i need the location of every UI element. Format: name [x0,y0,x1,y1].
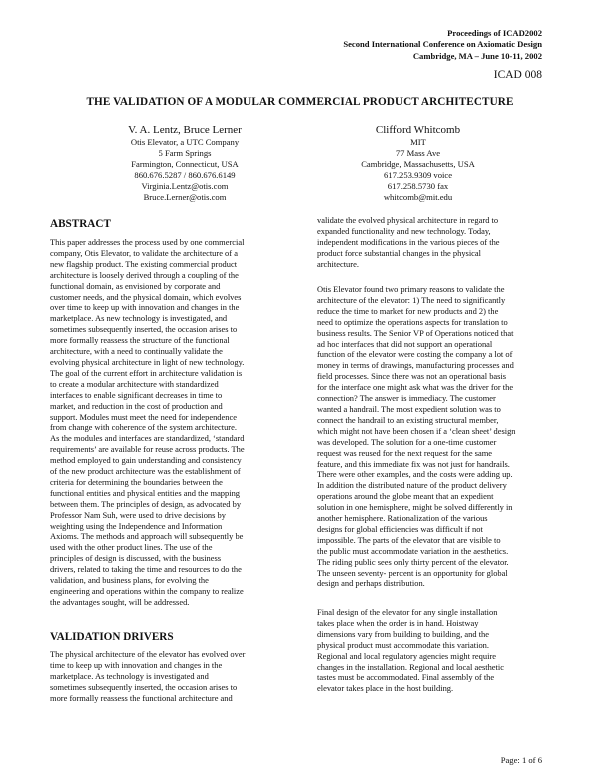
text-line: ad hoc interfaces that did not support an operational [317,338,493,349]
text-line: As the modules and interfaces are standardized, ‘standard [50,433,245,444]
author-affiliation-line: Cambridge, Massachusetts, USA [361,159,475,170]
text-line: function of the elevator were costing the company a lot of [317,349,513,360]
author-block-left [85,123,285,204]
text-line: designs for global efficiencies was difficult if not [317,523,483,534]
text-line: marketplace. As technology is investigated and [50,670,209,681]
text-line: architecture is loosely derived through a coupling of the [50,269,239,280]
text-line: business results. The Senior VP of Operations noticed that [317,327,514,338]
author-affiliation-line: 77 Mass Ave [395,148,441,159]
text-line: new flagship product. The existing commercial product [50,258,238,269]
text-line: operations around the globe meant that an expedient [317,491,494,502]
author-affiliation-line: Otis Elevator, a UTC Company [130,137,240,147]
text-line: the advantages sought, will be addressed. [50,596,190,607]
text-line: expanded functionality and new technology. Today, [317,225,491,236]
text-line: There were other examples, and the costs were adding up. [317,469,513,480]
text-line: reduce the time to market for new products and 2) the [317,305,499,316]
text-line: connection? The answer is immediacy. The customer [317,393,496,404]
text-line: independent modifications in the various pieces of the [317,236,500,247]
author-affiliation-line: whitcomb@mit.edu [383,192,453,203]
text-line: interfaces to enable significant decreases in time to [50,389,223,400]
proceedings-header [343,28,542,62]
text-line: impossible. The parts of the elevator that are visible to [317,534,501,545]
author-affiliation-line: Virginia.Lentz@otis.com [141,181,229,192]
text-line: field processes. Since there was not an operational basis [317,371,507,382]
text-line: changes in the installation. Regional and local aesthetic [317,661,504,672]
text-line: customer needs, and the physical domain, which evolves [50,291,242,302]
text-line: request was reused for the next request for the same [317,447,493,458]
text-line: from change with coherence of the system architecture. [50,422,237,433]
text-line: market, and reduction in the cost of production and [50,400,223,411]
text-line: support. Modules must meet the need for independence [50,411,237,422]
text-line: the public must accommodate variation in the aesthetics. [317,545,509,556]
header-line-1: Proceedings of ICAD2002 [447,28,542,38]
text-line: more formally reassess the functional architecture and [50,692,233,703]
author-affiliation-line: Bruce.Lerner@otis.com [143,192,227,203]
text-line: time to keep up with innovation and changes in the [50,659,223,670]
text-line: sometimes subsequently inserted, the occasion arises to [50,324,238,335]
abstract-body [50,237,295,608]
text-line: design and perhaps distribution. [317,578,425,589]
text-line: functional entities and physical entities and the mapping [50,487,241,498]
text-line: This paper addresses the process used by one commercial [50,237,245,247]
author-affiliation-line: MIT [410,137,426,147]
text-line: for the interface one might ask what was the driver for the [317,382,514,393]
text-line: takes place when the order is in hand. Hoistway [317,617,479,628]
text-line: engineering and operations within the company to realize [50,586,244,596]
author-affiliation-line: 617.253.9309 voice [383,170,453,181]
text-line: validate the evolved physical architecture in regard to [317,215,499,225]
text-line: principles of design is discussed, with the business [50,553,222,564]
text-line: solution in one hemisphere, might be solved differently in [317,502,513,513]
text-line: The riding public sees only thirty percent of the elevator. [317,556,509,567]
text-line: The goal of the current effort in architecture validation is [50,367,243,378]
text-line: was developed. The solution for a one-time customer [317,436,497,447]
text-line: need to optimize the operations aspects for translation to [317,316,508,327]
text-line: architecture. [317,258,359,269]
text-line: sometimes subsequently inserted, the occasion arises to [50,681,238,692]
header-line-2: Second International Conference on Axiomatic Design [343,39,542,50]
text-line: In addition the distributed nature of the product delivery [317,480,507,491]
text-line: connect the handrail to an existing structural member, [317,414,499,425]
text-line: physical product must accommodate this variation. [317,639,489,650]
text-line: feature, and this immediate fix was not just for handrails. [317,458,510,469]
text-line: architecture of the elevator: 1) The need to significantly [317,294,506,305]
right-paragraph-1 [317,215,562,270]
text-line: over time to keep up with innovation and changes in the [50,302,240,313]
text-line: wanted a handrail. The most expedient solution was to [317,403,501,414]
right-paragraph-3 [317,607,562,694]
validation-body [50,649,295,704]
text-line: drivers, related to taking the time and resources to do the [50,564,242,575]
author-block-right [318,123,518,204]
text-line: Professor Nam Suh, were used to drive decisions by [50,509,226,520]
text-line: another hemisphere. Rationalization of the various [317,513,488,524]
text-line: to create a modular architecture with standardized [50,378,219,389]
author-names-right: Clifford Whitcomb [375,124,461,136]
header-line-3: Cambridge, MA – June 10-11, 2002 [412,50,542,61]
text-line: Otis Elevator found two primary reasons to validate the [317,284,505,294]
text-line: product force substantial changes in the physical [317,247,482,258]
text-line: criteria for determining the boundaries between the [50,476,223,487]
author-affiliation-line: 860.676.5287 / 860.676.6149 [134,170,236,181]
text-line: method employed to gain understanding and consistency [50,455,242,466]
author-affiliation-line: 5 Farm Springs [158,148,212,159]
author-names-left: V. A. Lentz, Bruce Lerner [128,124,242,136]
validation-heading: VALIDATION DRIVERS [50,631,174,643]
author-affiliation-line: Farmington, Connecticut, USA [131,159,239,170]
text-line: Regional and local regulatory agencies might require [317,650,496,661]
text-line: between them. The principles of design, as advocated by [50,498,242,509]
text-line: more formally reassess the structure of the functional [50,335,230,346]
text-line: marketplace. As new technology is investigated, and [50,313,228,324]
text-line: dimensions vary from building to building, and the [317,628,490,639]
text-line: elevator takes place in the host building. [317,683,454,694]
text-line: money in terms of drawings, manufacturing processes and [317,360,514,371]
text-line: used with the other product lines. The use of the [50,542,213,553]
abstract-heading: ABSTRACT [50,218,111,230]
paper-title: THE VALIDATION OF A MODULAR COMMERCIAL PRODUCT ARCHITECTURE [86,96,514,108]
author-affiliation-line: 617.258.5730 fax [387,181,449,192]
text-line: which might not have been chosen if a ‘clean sheet’ design [317,425,516,436]
text-line: Final design of the elevator for any single installation [317,607,498,617]
text-line: validation, and business plans, for evolving the [50,575,209,586]
page-number: Page: 1 of 6 [500,755,542,765]
text-line: company, Otis Elevator, to validate the architecture of a [50,247,238,258]
text-line: Axioms. The methods and approach will subsequently be [50,531,244,542]
text-line: weighting using the Independence and Information [50,520,223,531]
right-paragraph-2 [317,284,562,589]
paper-id: ICAD 008 [493,69,542,81]
text-line: evolving physical architecture in light of new technology. [50,356,245,367]
text-line: The physical architecture of the elevator has evolved over [50,649,246,659]
text-line: requirements’ are available for reuse across products. The [50,444,245,455]
text-line: The unseen seventy- percent is an opportunity for global [317,567,508,578]
text-line: architecture, with a need to continually validate the [50,346,223,357]
text-line: of the new product architecture was the establishment of [50,466,241,477]
text-line: tastes must be accommodated. Final assembly of the [317,672,495,683]
text-line: functional domain, as envisioned by corporate and [50,280,221,291]
